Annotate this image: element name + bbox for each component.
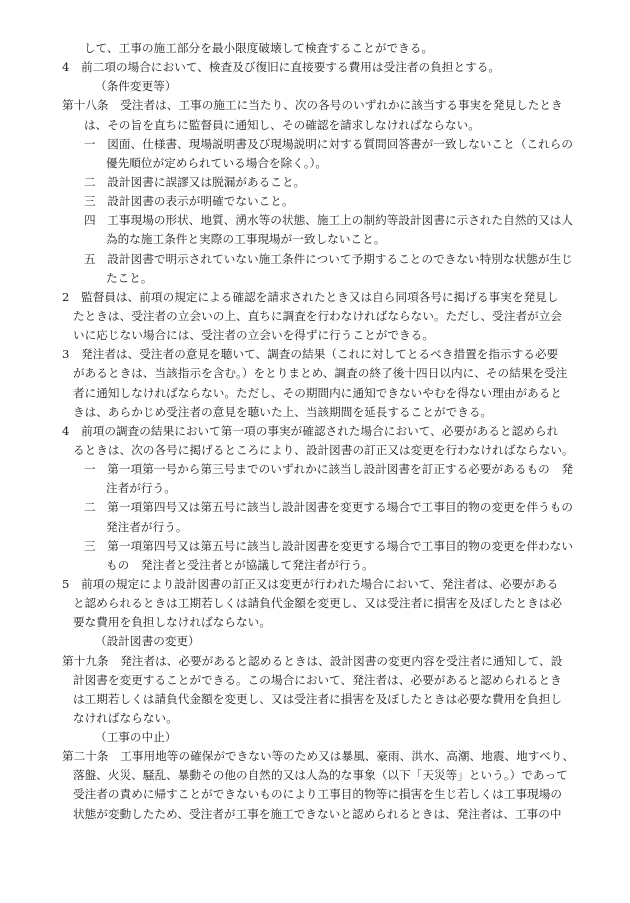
item-1-first-line: 一 図面、仕様書、現場説明書及び現場説明に対する質問回答書が一致しないこと（これらの (84, 136, 574, 151)
item-continuation-line: たこと。 (106, 270, 153, 285)
clause-5-first-line: 5 前項の規定により設計図書の訂正又は変更が行われた場合において、発注者は、必要がある (62, 576, 559, 591)
section-heading-condition-change: （条件変更等） (95, 79, 177, 94)
body-text-line: たときは、受注者の立会いの上、直ちに調査を行わなければならない。ただし、受注者が立会 (73, 308, 563, 323)
item-2-first-line: 二 第一項第四号又は第五号に該当し設計図書を変更する場合で工事目的物の変更を伴うもの (84, 500, 574, 515)
clause-4-first-line: 4 前二項の場合において、検査及び復旧に直接要する費用は受注者の負担とする。 (62, 60, 501, 75)
body-text-line: いに応じない場合には、受注者の立会いを得ずに行うことができる。 (73, 328, 434, 343)
body-text-line: なければならない。 (73, 710, 178, 725)
item-1-first-line: 一 第一項第一号から第三号までのいずれかに該当し設計図書を訂正する必要があるもの 発 (84, 462, 574, 477)
body-text-line: して、工事の施工部分を最小限度破壊して検査することができる。 (84, 41, 434, 55)
body-text-line: 状態が変動したため、受注者が工事を施工できないと認められるときは、発注者は、工事の中 (73, 806, 562, 821)
contract-document-page (62, 39, 588, 824)
body-text-line: 者に通知しなければならない。ただし、その期間内に通知できないやむを得ない理由があると (73, 385, 563, 400)
item-2-line: 二 設計図書に誤謬又は脱漏があること。 (84, 174, 306, 189)
body-text-line: きは、あらかじめ受注者の意見を聴いた上、当該期間を延長することができる。 (73, 404, 493, 419)
clause-2-first-line: 2 監督員は、前項の規定による確認を請求されたとき又は自ら同項各号に掲げる事実を発見し (62, 289, 559, 304)
body-text-line: と認められるときは工期若しくは請負代金額を変更し、又は受注者に損害を及ぼしたときは必 (73, 596, 563, 611)
item-continuation-line: 発注者が行う。 (106, 519, 188, 534)
clause-4-first-line: 4 前項の調査の結果において第一項の事実が確認された場合において、必要があると認められ (62, 423, 559, 438)
body-text-line: るときは、次の各号に掲げるところにより、設計図書の訂正又は変更を行わなければならない。 (73, 442, 574, 457)
article-18-first-line: 第十八条 受注者は、工事の施工に当たり、次の各号のいずれかに該当する事実を発見したとき (62, 98, 563, 113)
item-5-first-line: 五 設計図書で明示されていない施工条件について予期することのできない特別な状態が生じ (84, 251, 573, 266)
section-heading-design-change: （設計図書の変更） (95, 634, 200, 649)
article-20-first-line: 第二十条 工事用地等の確保ができない等のため又は暴風、豪雨、洪水、高潮、地震、地すべり、 (62, 749, 575, 764)
item-4-first-line: 四 工事現場の形状、地質、湧水等の状態、施工上の制約等設計図書に示された自然的又は人 (84, 213, 574, 228)
body-text-line: 計図書を変更することができる。この場合において、発注者は、必要があると認められるとき (73, 672, 562, 687)
item-continuation-line: 為的な施工条件と実際の工事現場が一致しないこと。 (106, 232, 386, 247)
item-continuation-line: もの 発注者と受注者とが協議して発注者が行う。 (106, 557, 374, 572)
article-19-first-line: 第十九条 発注者は、必要があると認めるときは、設計図書の変更内容を受注者に通知して、設 (62, 653, 563, 668)
item-3-line: 三 設計図書の表示が明確でないこと。 (84, 194, 294, 209)
body-text-line: は工期若しくは請負代金額を変更し、又は受注者に損害を及ぼしたときは必要な費用を負担し (73, 691, 563, 706)
section-heading-work-suspension: （工事の中止） (95, 730, 177, 745)
body-text-line: 要な費用を負担しなければならない。 (73, 615, 271, 630)
body-text-line: 落盤、火災、騒乱、暴動その他の自然的又は人為的な事象（以下「天災等」という。）であって (73, 768, 568, 783)
body-text-line: 受注者の責めに帰すことができないものにより工事目的物等に損害を生じ若しくは工事現場の (73, 787, 563, 802)
item-continuation-line: 優先順位が定められている場合を除く。）。 (106, 155, 328, 170)
body-text-line: は、その旨を直ちに監督員に通知し、その確認を請求しなければならない。 (84, 117, 480, 132)
item-3-first-line: 三 第一項第四号又は第五号に該当し設計図書を変更する場合で工事目的物の変更を伴わない (84, 538, 574, 553)
item-continuation-line: 注者が行う。 (106, 481, 176, 496)
body-text-line: があるときは、当該指示を含む。）をとりまとめ、調査の終了後十四日以内に、その結果を受注 (73, 366, 568, 381)
clause-3-first-line: 3 発注者は、受注者の意見を聴いて、調査の結果（これに対してとるべき措置を指示する必要 (62, 347, 559, 362)
